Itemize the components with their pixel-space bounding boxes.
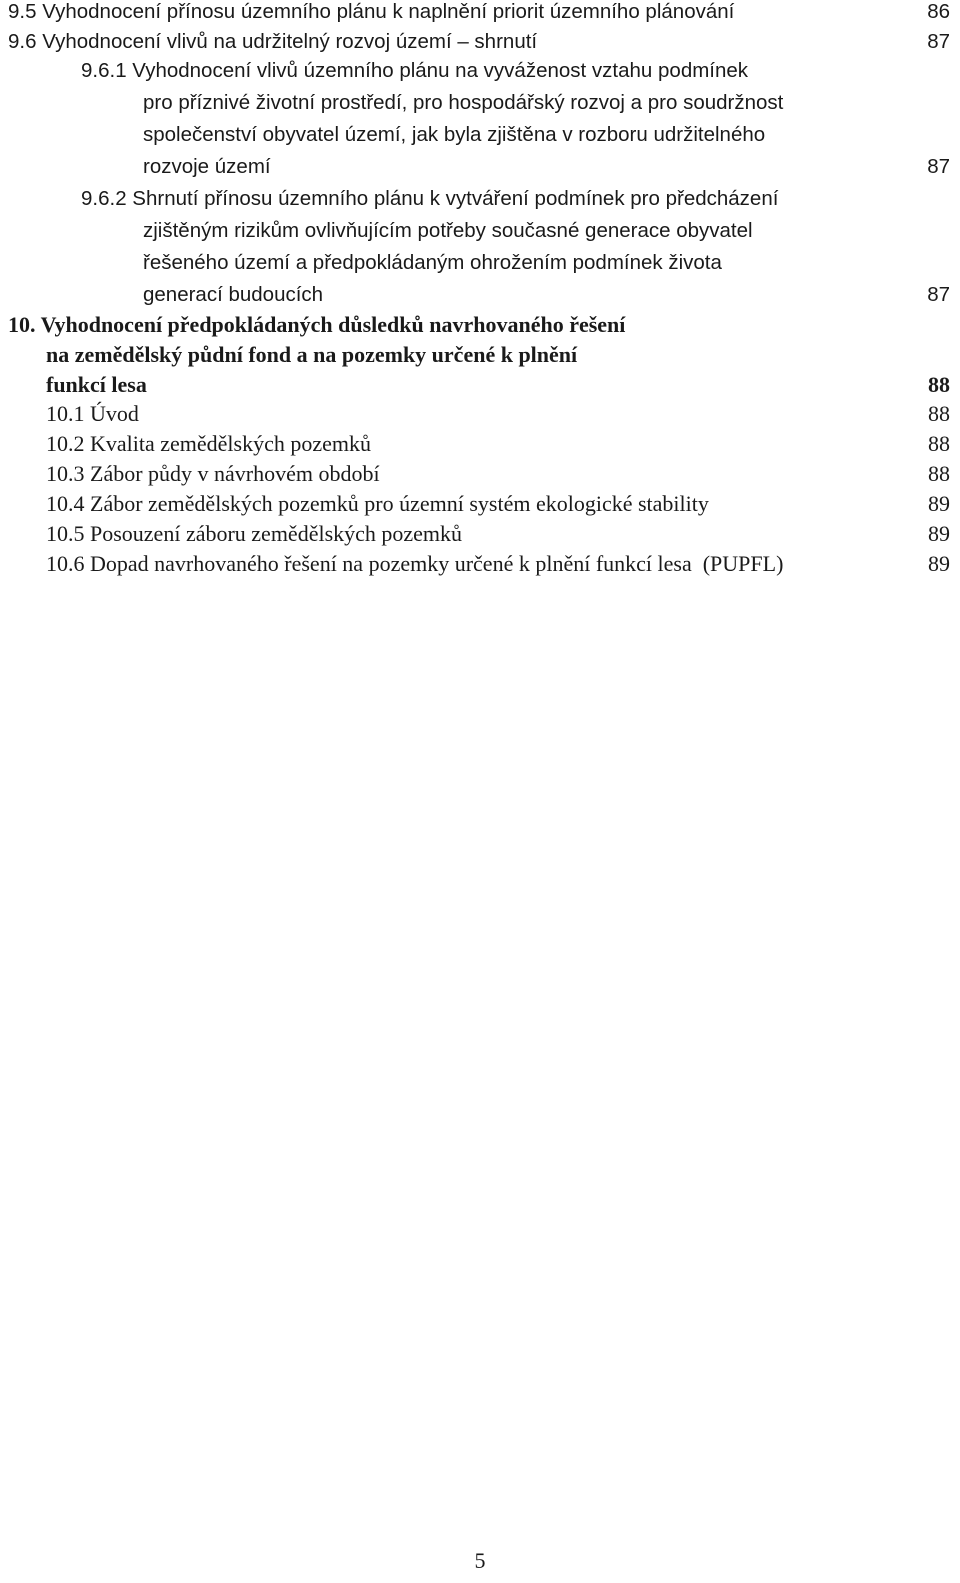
- toc-entry-label: 10.4 Zábor zemědělských pozemků pro územní systém ekologické stability: [46, 491, 709, 516]
- toc-entry-label: 9.6 Vyhodnocení vlivů na udržitelný rozvoj území – shrnutí: [8, 30, 538, 53]
- toc-entry-page: 89: [928, 521, 950, 546]
- toc-entry-label-line: 9.6.1 Vyhodnocení vlivů územního plánu na vyváženost vztahu podmínek: [81, 59, 749, 82]
- toc-entry-page: 87: [927, 155, 950, 178]
- toc-entry-label-line: zjištěným rizikům ovlivňujícím potřeby současné generace obyvatel: [143, 219, 753, 242]
- toc-entry-label: 9.5 Vyhodnocení přínosu územního plánu k naplnění priorit územního plánování: [8, 0, 735, 23]
- toc-entry-label-line: pro příznivé životní prostředí, pro hospodářský rozvoj a pro soudržnost: [143, 91, 784, 114]
- page-number: 5: [474, 1548, 486, 1573]
- toc-section-heading-line: na zemědělský půdní fond a na pozemky určené k plnění: [46, 342, 578, 367]
- toc-entry-label-line: generací budoucích: [143, 283, 324, 306]
- toc-entry-label: 10.1 Úvod: [46, 401, 139, 426]
- toc-entry-label: 10.2 Kvalita zemědělských pozemků: [46, 431, 372, 456]
- toc-entry-label-line: společenství obyvatel území, jak byla zjištěna v rozboru udržitelného: [143, 123, 766, 146]
- toc-entry-page: 87: [927, 30, 950, 53]
- toc-entry-page: 89: [928, 491, 950, 516]
- toc-section-heading-line: funkcí lesa: [46, 372, 147, 397]
- toc-entry-page: 86: [927, 0, 950, 23]
- toc-entry-label-line: rozvoje území: [143, 155, 271, 178]
- toc-entry-label-line: 9.6.2 Shrnutí přínosu územního plánu k vytváření podmínek pro předcházení: [81, 187, 779, 210]
- toc-section-heading-line: 10. Vyhodnocení předpokládaných důsledků navrhovaného řešení: [8, 312, 626, 337]
- toc-entry-page: 89: [928, 551, 950, 576]
- toc-entry-page: 88: [928, 461, 950, 486]
- toc-entry-label: 10.6 Dopad navrhovaného řešení na pozemky určené k plnění funkcí lesa (PUPFL): [46, 551, 784, 576]
- toc-entry-page: 88: [928, 372, 950, 397]
- toc-entry-label: 10.5 Posouzení záboru zemědělských pozemků: [46, 521, 463, 546]
- toc-entry-label: 10.3 Zábor půdy v návrhovém období: [46, 461, 380, 486]
- toc-entry-label-line: řešeného území a předpokládaným ohrožením podmínek života: [143, 251, 722, 274]
- toc-entry-page: 87: [927, 283, 950, 306]
- toc-entry-page: 88: [928, 431, 950, 456]
- toc-entry-page: 88: [928, 401, 950, 426]
